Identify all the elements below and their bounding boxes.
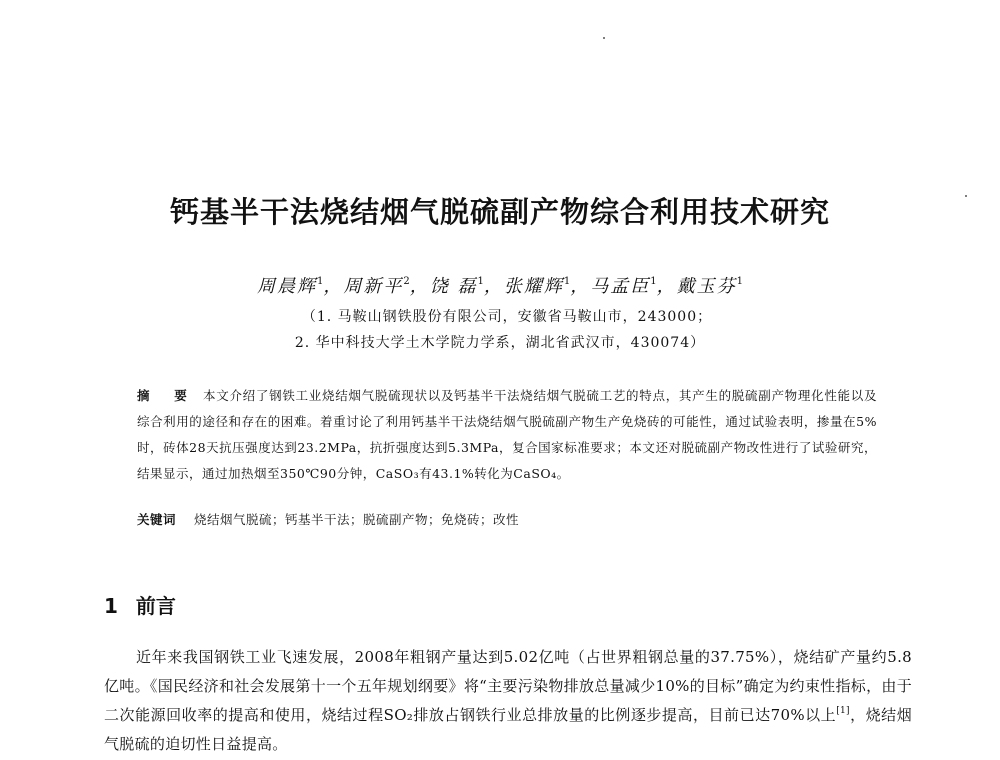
author-name: 戴玉芬 bbox=[676, 276, 737, 297]
body-text-part: ，烧结烟气脱硫的迫切性日益提高。 bbox=[104, 706, 912, 753]
paper-title: 钙基半干法烧结烟气脱硫副产物综合利用技术研究 bbox=[169, 195, 830, 229]
section-title: 前言 bbox=[135, 594, 176, 618]
citation-reference: [1] bbox=[836, 706, 850, 716]
author-name: 饶 磊 bbox=[429, 276, 478, 297]
author-affiliation-mark: 1 bbox=[317, 276, 324, 287]
author-name: 马孟臣 bbox=[590, 276, 651, 297]
author-name: 周新平 bbox=[343, 276, 404, 297]
affiliation-1: （1. 马鞍山钢铁股份有限公司，安徽省马鞍山市，243000； bbox=[301, 309, 713, 325]
body-text-part: 近年来我国钢铁工业飞速发展，2008年粗钢产量达到5.02亿吨（占世界粗钢总量的37.75%），烧结矿产量约5.8亿吨。《国民经济和社会发展第十一个五年规划纲要》将“主要污染物排放总量减少10%的目标”确定为约束性指标，由于二次能源回收率的提高和使用，烧结过程SO₂排放占钢铁行业总排放量的比例逐步提高，目前已达70%以上 bbox=[104, 648, 912, 724]
author-affiliation-mark: 2 bbox=[403, 276, 410, 287]
author-separator: ， bbox=[483, 276, 504, 297]
author-separator: ， bbox=[570, 276, 591, 297]
author-affiliation-mark: 1 bbox=[650, 276, 657, 287]
author-list bbox=[0, 272, 1000, 298]
abstract-block bbox=[137, 383, 877, 487]
section-heading bbox=[104, 590, 176, 619]
author-name: 周晨辉 bbox=[257, 276, 317, 297]
body-paragraph bbox=[104, 643, 912, 759]
author-separator: ， bbox=[323, 276, 344, 297]
author-affiliation-mark: 1 bbox=[477, 276, 484, 287]
affiliation-2: 2. 华中科技大学土木学院力学系，湖北省武汉市，430074） bbox=[294, 335, 706, 351]
abstract-label: 摘 要 bbox=[137, 388, 198, 403]
keywords-label: 关键词 bbox=[137, 512, 177, 527]
scan-speck bbox=[603, 37, 605, 39]
author-affiliation-mark: 1 bbox=[736, 276, 743, 287]
keywords-block bbox=[137, 510, 877, 528]
section-number: 1 bbox=[104, 594, 118, 618]
author-affiliation-mark: 1 bbox=[563, 276, 571, 287]
author-separator: ， bbox=[409, 276, 430, 297]
author-separator: ， bbox=[656, 276, 677, 297]
author-name: 张耀辉 bbox=[503, 276, 564, 297]
abstract-text: 本文介绍了钢铁工业烧结烟气脱硫现状以及钙基半干法烧结烟气脱硫工艺的特点，其产生的脱硫副产物理化性能以及综合利用的途径和存在的困难。着重讨论了利用钙基半干法烧结烟气脱硫副产物生产免烧砖的可能性，通过试验表明，掺量在5%时，砖体28天抗压强度达到23.2MPa，抗折强度达到5.3MPa，复合国家标准要求；本文还对脱硫副产物改性进行了试验研究，结果显示，通过加热烟至350℃90分钟，CaSO₃有43.1%转化为CaSO₄。 bbox=[137, 388, 877, 481]
keywords-text: 烧结烟气脱硫；钙基半干法；脱硫副产物；免烧砖；改性 bbox=[194, 512, 520, 527]
